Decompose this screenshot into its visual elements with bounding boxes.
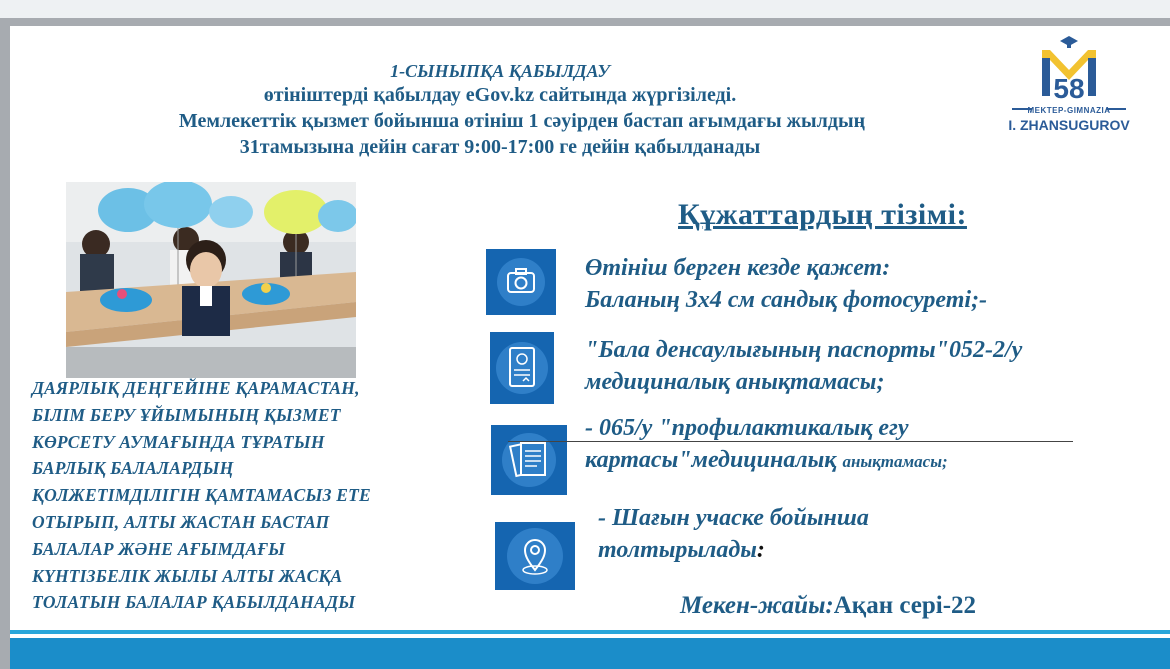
notice-line: ОТЫРЫП, АЛТЫ ЖАСТАН БАСТАП: [32, 511, 330, 532]
header-title: 1-СЫНЫПҚА ҚАБЫЛДАУ: [390, 61, 610, 81]
requirement-district-line2: толтырылады:: [598, 537, 765, 563]
address-label: Мекен-жайы:: [680, 592, 834, 619]
requirement-vaccination-card: [585, 412, 948, 478]
logo-text-line1: MEKTEP-GIMNAZIA: [1027, 106, 1111, 115]
admission-notice: [32, 375, 462, 616]
medical-passport-icon: [490, 332, 554, 404]
requirement-vaccination-line2: картасы"медициналық анықтамасы;: [585, 447, 948, 473]
requirement-district: [598, 502, 869, 566]
address: [680, 592, 976, 620]
documents-icon: [491, 425, 567, 495]
header-line-3: Мемлекеттік қызмет бойынша өтініш 1 сәуірден бастап ағымдағы жылдың: [178, 110, 866, 132]
slide: [10, 26, 1170, 669]
notice-line: ҚОЛЖЕТІМДІЛІГІН ҚАМТАМАСЫЗ ЕТЕ: [32, 485, 371, 506]
footer-accent-line: [10, 630, 1170, 634]
notice-line: КҮНТІЗБЕЛІК ЖЫЛЫ АЛТЫ ЖАСҚА: [32, 565, 343, 586]
divider-line: [508, 441, 1073, 442]
requirement-district-line1: - Шағын учаске бойынша: [598, 505, 869, 531]
notice-line: ТОЛАТЫН БАЛАЛАР ҚАБЫЛДАНАДЫ: [32, 592, 356, 613]
requirement-health-line2: медициналық анықтамасы;: [585, 369, 885, 395]
notice-line: БІЛІМ БЕРУ ҰЙЫМЫНЫҢ ҚЫЗМЕТ: [32, 404, 341, 425]
classroom-photo: [66, 182, 356, 378]
requirement-intro: Өтініш берген кезде қажет:: [585, 255, 891, 281]
requirement-vaccination-line1: - 065/у "профилактикалық егу: [585, 415, 909, 441]
header: [50, 60, 1050, 160]
location-pin-icon: [495, 522, 575, 590]
camera-icon: [486, 249, 556, 315]
header-line-2: өтініштерді қабылдау eGov.kz сайтында жүргізіледі.: [263, 84, 737, 106]
svg-text:58: 58: [1053, 73, 1085, 104]
notice-line: БАРЛЫҚ БАЛАЛАРДЫҢ: [32, 458, 234, 479]
requirement-photo: [585, 252, 987, 316]
logo-text-line2: I. ZHANSUGUROV: [1008, 117, 1130, 133]
requirement-health-line1: "Бала денсаулығының паспорты"052-2/у: [585, 337, 1023, 363]
logo-emblem-icon: [994, 30, 1144, 110]
notice-line: БАЛАЛАР ЖӘНЕ АҒЫМДАҒЫ: [32, 538, 286, 559]
requirement-health-passport: [585, 334, 1022, 398]
notice-line: ДАЯРЛЫҚ ДЕҢГЕЙІНЕ ҚАРАМАСТАН,: [32, 378, 360, 398]
header-line-4: 31тамызына дейін сағат 9:00-17:00 ге дейін қабылданады: [239, 136, 761, 158]
address-value: Ақан серi-22: [833, 592, 977, 619]
school-logo: [994, 30, 1144, 140]
requirement-photo-text: Баланың 3х4 см сандық фотосуреті;-: [585, 287, 988, 313]
documents-title: Құжаттардың тізімі:: [678, 198, 967, 231]
footer-band: [10, 638, 1170, 669]
notice-line: КӨРСЕТУ АУМАҒЫНДА ТҰРАТЫН: [32, 431, 325, 452]
top-bar: [0, 0, 1170, 18]
